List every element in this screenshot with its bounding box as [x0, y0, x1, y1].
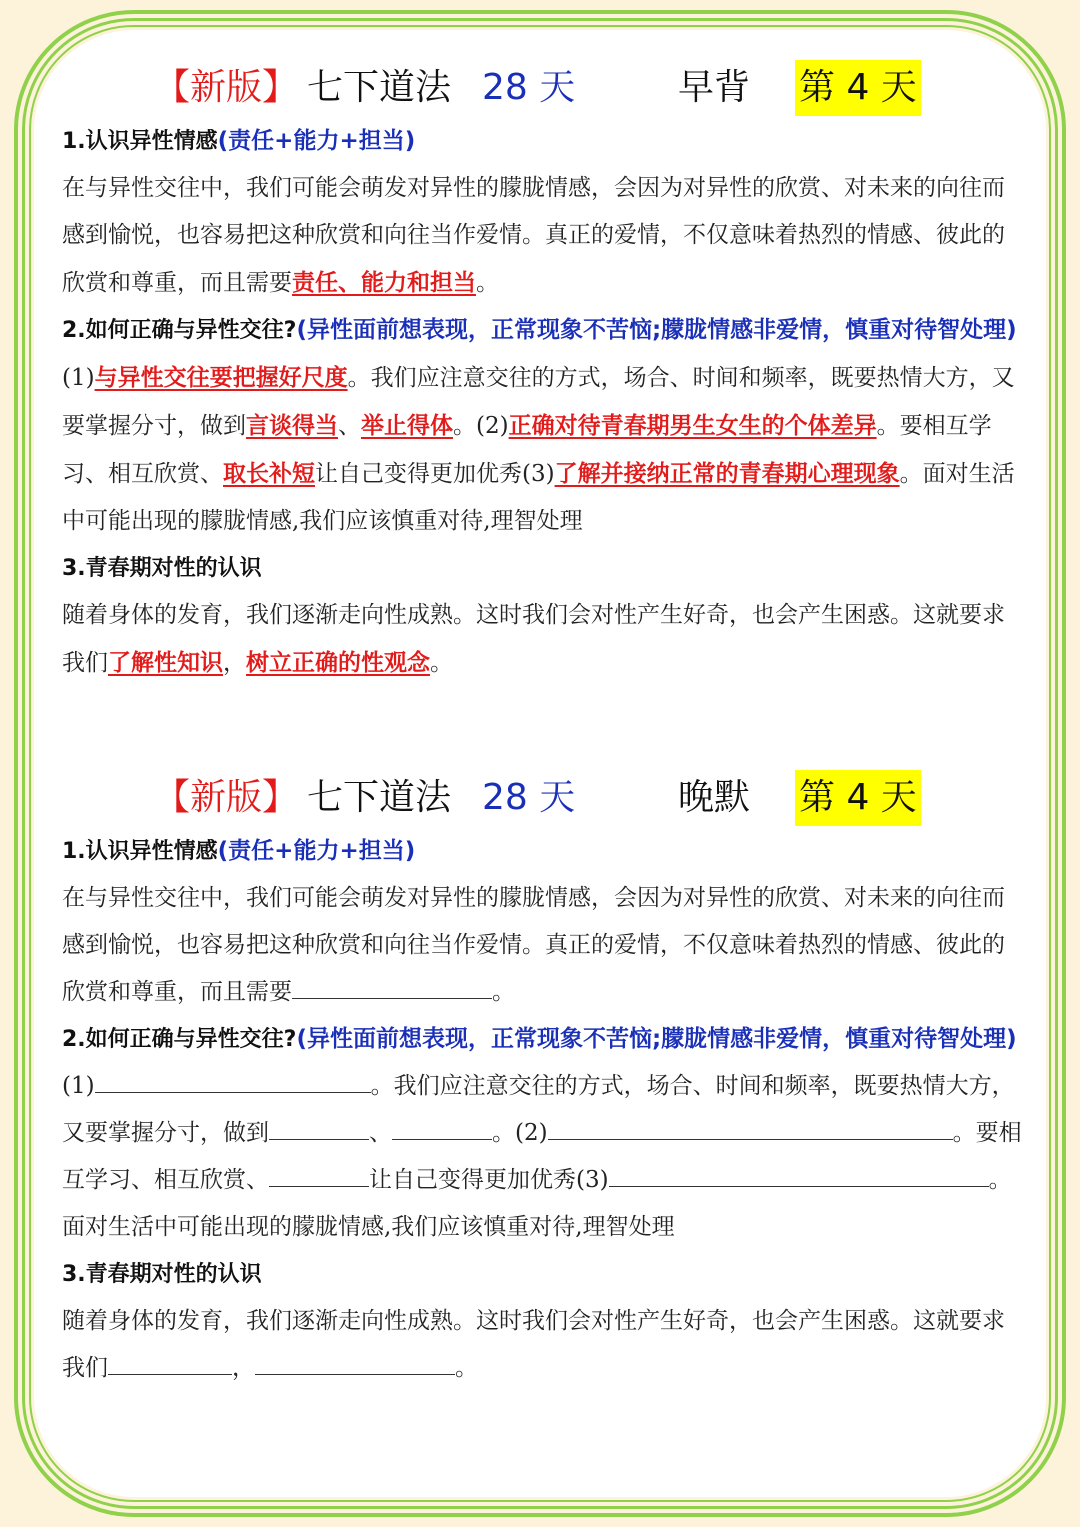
section1-heading: 1.认识异性情感(责任+能力+担当) — [62, 128, 416, 154]
title-days: 28 天 — [482, 67, 576, 108]
title-edition: 【新版】 — [154, 777, 299, 818]
answer-blank[interactable] — [269, 1115, 369, 1140]
title-days: 28 天 — [482, 777, 576, 818]
section1-heading: 1.认识异性情感(责任+能力+担当) — [62, 838, 416, 864]
answer-blank[interactable] — [95, 1068, 371, 1093]
section3-text: 随着身体的发育，我们逐渐走向性成熟。这时我们会对性产生好奇，也会产生困惑。这就要求我们了解性知识，树立正确的性观念。 — [62, 602, 1005, 676]
section1-text: 在与异性交往中，我们可能会萌发对异性的朦胧情感，会因为对异性的欣赏、对未来的向往而感到愉悦，也容易把这种欣赏和向往当作爱情。真正的爱情，不仅意味着热烈的情感、彼此的欣赏和尊重，而且需要 。 — [62, 885, 1005, 1005]
morning-body — [62, 118, 1022, 687]
title-mode: 晚默 — [678, 777, 751, 818]
answer-blank[interactable] — [255, 1350, 455, 1375]
answer-blank[interactable] — [903, 1115, 953, 1140]
answer-blank[interactable] — [609, 1162, 839, 1187]
answer-blank[interactable] — [292, 974, 492, 999]
section3-text: 随着身体的发育，我们逐渐走向性成熟。这时我们会对性产生好奇，也会产生困惑。这就要求我们 ， 。 — [62, 1308, 1005, 1381]
answer-blank[interactable] — [839, 1162, 989, 1187]
section2-heading: 2.如何正确与异性交往?(异性面前想表现，正常现象不苦恼;朦胧情感非爱情，慎重对待智处理) — [62, 1026, 1017, 1052]
title-mode: 早背 — [678, 67, 751, 108]
answer-blank[interactable] — [269, 1162, 369, 1187]
morning-title — [62, 58, 1022, 118]
title-day-badge: 第 4 天 — [795, 770, 921, 826]
section2-heading: 2.如何正确与异性交往?(异性面前想表现，正常现象不苦恼;朦胧情感非爱情，慎重对待智处理) — [62, 317, 1017, 343]
section2-text: (1)与异性交往要把握好尺度。我们应注意交往的方式，场合、时间和频率，既要热情大方，又要掌握分寸，做到言谈得当、举止得体。(2)正确对待青春期男生女生的个体差异。要相互学习、相互欣赏、取长补短让自己变得更加优秀(3)了解并接纳正常的青春期心理现象。面对生活中可能出现的朦胧情感,我们应该慎重对待,理智处理 — [62, 364, 1015, 534]
title-day-badge: 第 4 天 — [795, 60, 921, 116]
evening-body — [62, 828, 1022, 1392]
section2-text: (1) 。我们应注意交往的方式，场合、时间和频率，既要热情大方，又要掌握分寸，做到 、 。(2) 。要相互学习、相互欣赏、 让自己变得更加优秀(3) 。面对生活中可能出现的朦胧情感,我们应该慎重对待,理智处理 — [62, 1063, 1022, 1251]
answer-blank[interactable] — [108, 1350, 232, 1375]
title-subject: 七下道法 — [307, 67, 452, 108]
evening-section — [62, 768, 1022, 1392]
morning-section — [62, 58, 1022, 687]
section3-heading: 3.青春期对性的认识 — [62, 556, 262, 581]
evening-title — [62, 768, 1022, 828]
section1-text: 在与异性交往中，我们可能会萌发对异性的朦胧情感，会因为对异性的欣赏、对未来的向往而感到愉悦，也容易把这种欣赏和向往当作爱情。真正的爱情，不仅意味着热烈的情感、彼此的欣赏和尊重，而且需要责任、能力和担当。 — [62, 175, 1005, 296]
answer-blank[interactable] — [548, 1115, 903, 1140]
title-edition: 【新版】 — [154, 67, 299, 108]
answer-blank[interactable] — [392, 1115, 492, 1140]
title-subject: 七下道法 — [307, 777, 452, 818]
section3-heading: 3.青春期对性的认识 — [62, 1262, 262, 1287]
